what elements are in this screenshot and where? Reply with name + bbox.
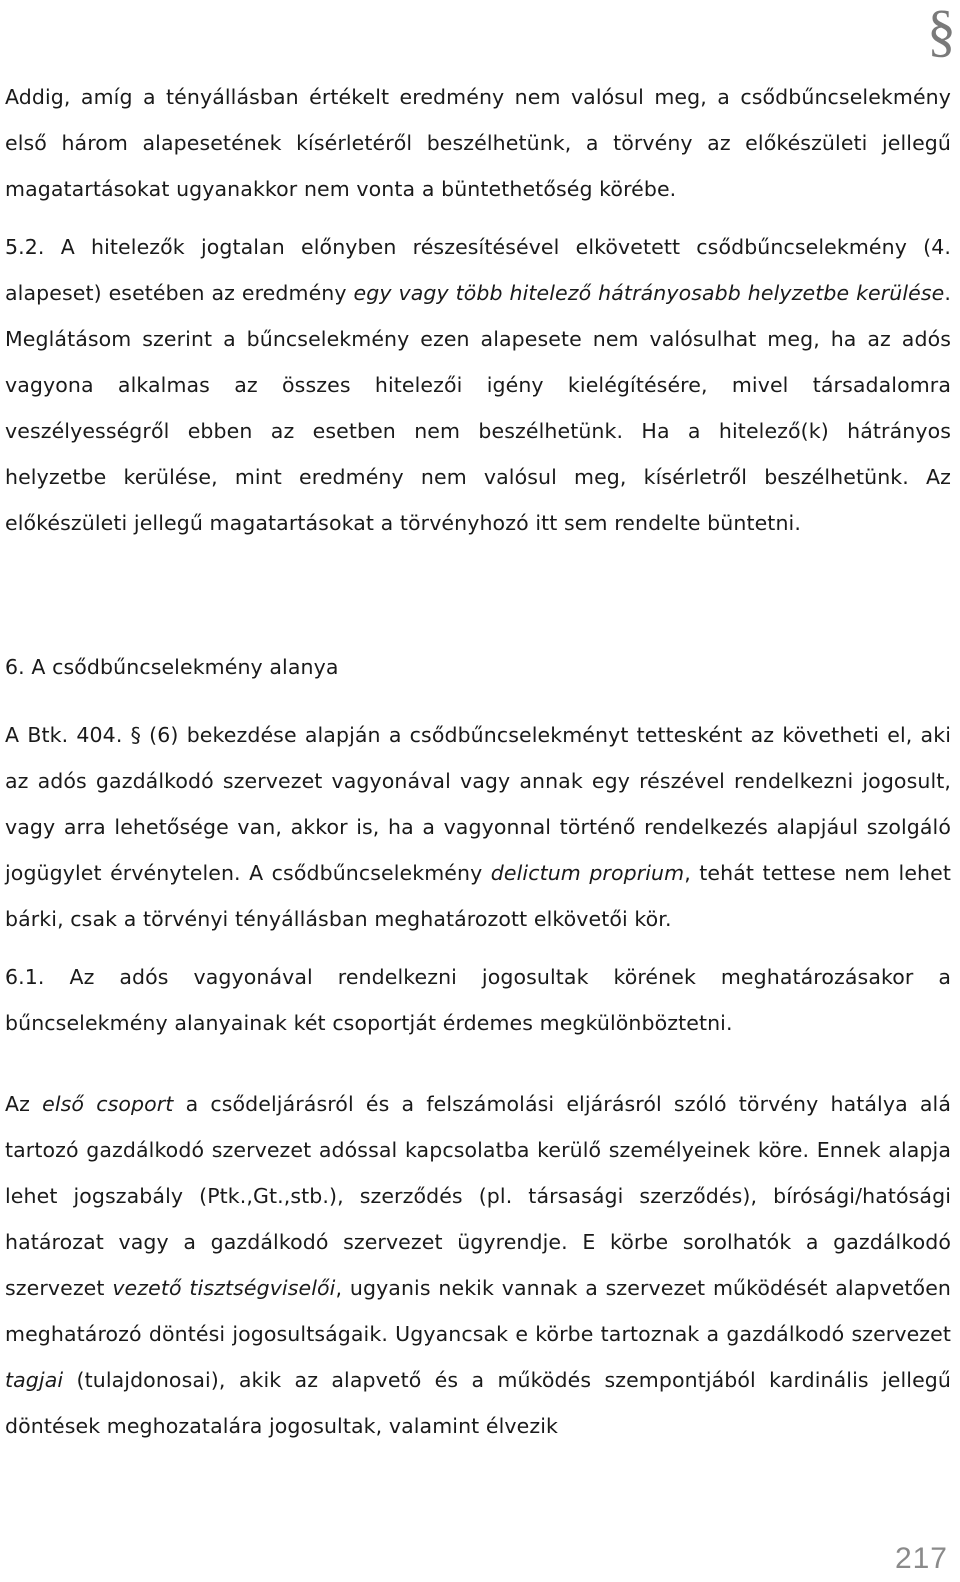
paragraph-5-2: [5, 224, 951, 546]
paragraph-first-group-text-g: (tulajdonosai), akik az alapvető és a működés szempontjából kardinális jellegű döntések meghozatalára jogosultak, valamint élvezik: [5, 1368, 951, 1438]
paragraph-first-group-emphasis-b: első csoport: [42, 1092, 174, 1116]
page-body: [5, 74, 951, 1449]
paragraph-first-group: [5, 1081, 951, 1449]
paragraph-first-group-text-e: , ugyanis nekik vannak a szervezet működését alapvetően meghatározó döntési jogosultságaik. Ugyancsak e körbe tartoznak a gazdálkodó szervezet: [5, 1276, 952, 1346]
paragraph-first-group-emphasis-d: vezető tisztségviselői: [112, 1276, 336, 1300]
section-symbol-mark: §: [927, 0, 956, 63]
paragraph-btk-404-text: A Btk. 404. § (6) bekezdése alapján a csődbűncselekményt tettesként az követheti el, aki az adós gazdálkodó szervezet vagyonával vagy annak egy részével rendelkezni jogosult, vagy arra lehetősége van, akkor is, ha a vagyonnal történő rendelkezés alapjául szolgáló jogügylet érvénytelen. A csődbűncselekmény: [5, 723, 951, 885]
paragraph-5-2-emphasis: egy vagy több hitelező hátrányosabb helyzetbe kerülése: [353, 281, 945, 305]
paragraph-5-2-text-cont: . Meglátásom szerint a bűncselekmény ezen alapesete nem valósulhat meg, ha az adós vagyona alkalmas az összes hitelezői igény kielégítésére, mivel társadalomra veszélyességről ebben az esetben nem beszélhetünk. Ha a hitelező(k) hátrányos helyzetbe kerülése, mint eredmény nem valósul meg, kísérletről beszélhetünk. Az előkészületi jellegű magatartásokat a törvényhozó itt sem rendelte büntetni.: [5, 281, 952, 535]
paragraph-first-group-emphasis-f: tagjai: [5, 1368, 64, 1392]
paragraph-attempt-preparation: Addig, amíg a tényállásban értékelt eredmény nem valósul meg, a csődbűncselekmény első három alapesetének kísérletéről beszélhetünk, a törvény az előkészületi jellegű magatartásokat ugyanakkor nem vonta a büntethetőség körébe.: [5, 85, 951, 201]
paragraph-btk-404-emphasis: delictum proprium: [490, 861, 685, 885]
section-heading-6: 6. A csődbűncselekmény alanya: [5, 655, 339, 679]
paragraph-5-2-text: 5.2. A hitelezők jogtalan előnyben részesítésével elkövetett csődbűncselekmény (4. alapeset) esetében az eredmény: [5, 235, 951, 305]
page-number: 217: [894, 1542, 948, 1575]
paragraph-btk-404-text-cont: , tehát tettese nem lehet bárki, csak a törvényi tényállásban meghatározott elkövetői kör.: [5, 861, 952, 931]
paragraph-first-group-text-a: Az: [5, 1092, 43, 1116]
paragraph-btk-404: [5, 712, 951, 942]
paragraph-first-group-text-c: a csődeljárásról és a felszámolási eljárásról szóló törvény hatálya alá tartozó gazdálkodó szervezet adóssal kapcsolatba kerülő személyeinek köre. Ennek alapja lehet jogszabály (Ptk.,Gt.,stb.), szerződés (pl. társasági szerződés), bírósági/hatósági határozat vagy a gazdálkodó szervezet ügyrendje. E körbe sorolhatók a gazdálkodó szervezet: [5, 1092, 952, 1300]
paragraph-6-1: 6.1. Az adós vagyonával rendelkezni jogosultak körének meghatározásakor a bűncselekmény alanyainak két csoportját érdemes megkülönböztetni.: [5, 965, 951, 1035]
